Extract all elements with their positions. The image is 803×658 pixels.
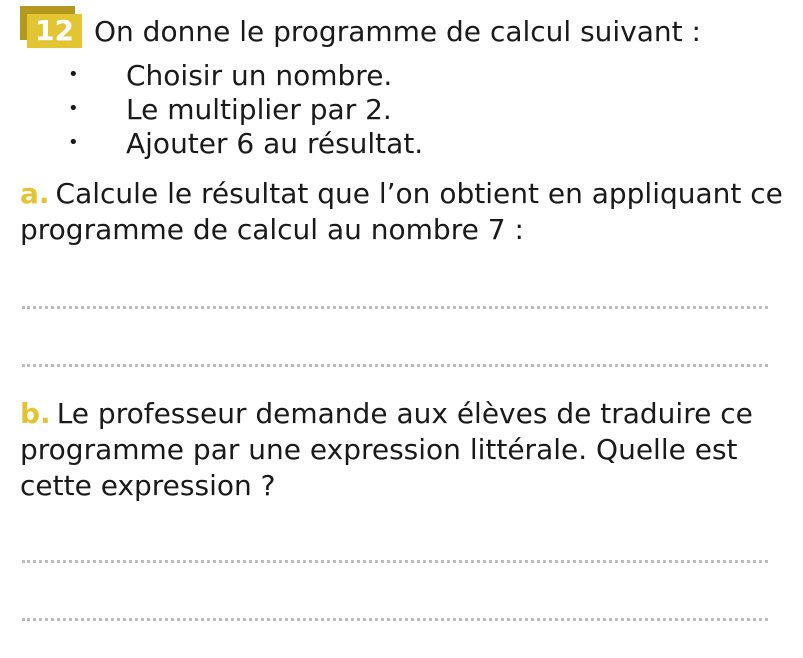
answer-line-a-2[interactable]	[22, 364, 768, 367]
answer-line-a-1[interactable]	[22, 306, 768, 309]
question-b-text: Le professeur demande aux élèves de traduire ce programme par une expression littérale. Quelle est cette expression ?	[20, 397, 753, 502]
answer-line-b-2[interactable]	[22, 618, 768, 621]
program-step-text: Ajouter 6 au résultat.	[126, 126, 424, 160]
program-step-text: Choisir un nombre.	[126, 58, 393, 92]
exercise-number: 12	[27, 14, 82, 48]
question-a-text: Calcule le résultat que l’on obtient en appliquant ce programme de calcul au nombre 7 :	[20, 177, 783, 246]
answer-line-b-1[interactable]	[22, 560, 768, 563]
program-step	[68, 58, 423, 92]
program-step	[68, 126, 423, 160]
program-steps-list	[68, 58, 423, 160]
bullet-icon: •	[68, 132, 79, 153]
bullet-icon: •	[68, 64, 79, 85]
exercise-statement: On donne le programme de calcul suivant :	[94, 15, 701, 48]
question-b	[20, 396, 790, 504]
program-step	[68, 92, 423, 126]
exercise-number-badge	[20, 6, 84, 48]
question-a-letter: a.	[20, 177, 50, 210]
bullet-icon: •	[68, 98, 79, 119]
question-b-letter: b.	[20, 397, 51, 430]
program-step-text: Le multiplier par 2.	[126, 92, 392, 126]
question-a	[20, 176, 790, 248]
